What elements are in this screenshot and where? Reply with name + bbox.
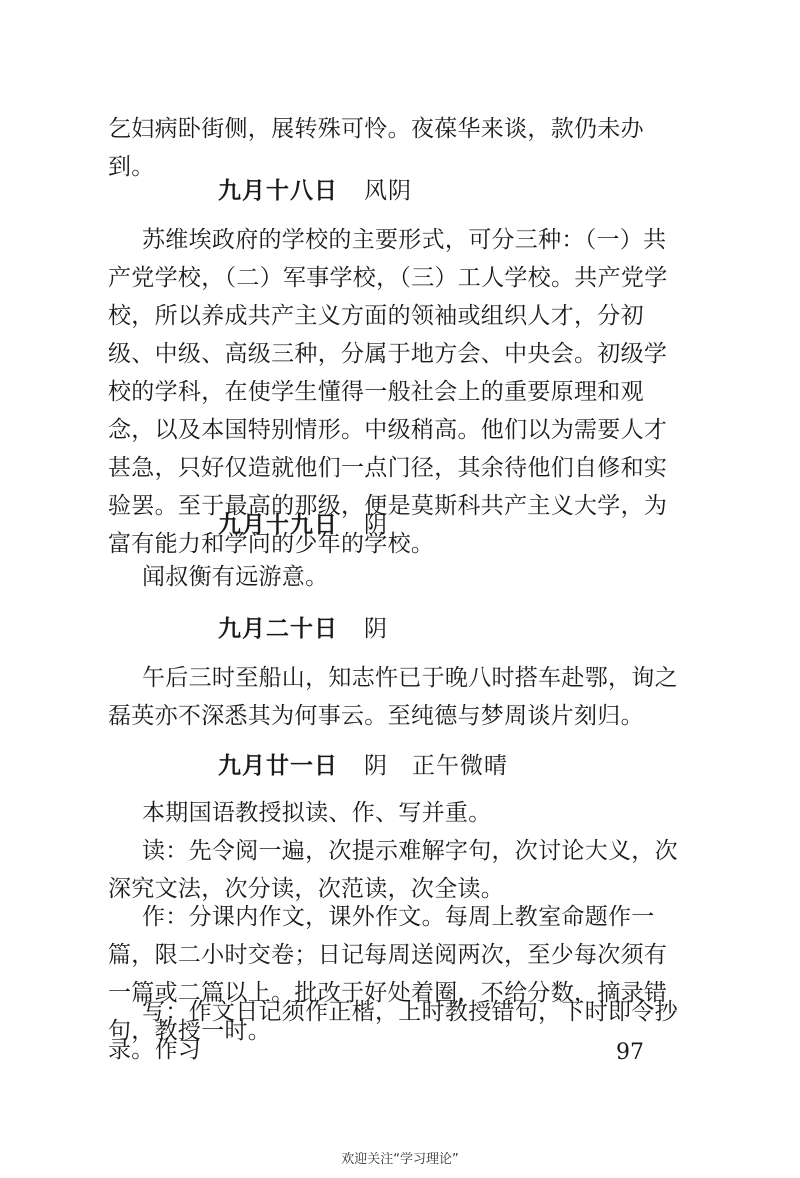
entry-weather: 阴	[364, 616, 388, 642]
paragraph-guoyu-plan: 本期国语教授拟读、作、写并重。	[142, 800, 492, 826]
diary-entry-heading	[218, 751, 508, 781]
entry-date: 九月廿一日	[218, 753, 338, 779]
diary-entry-heading	[218, 176, 412, 206]
paragraph-writing-composition: 作：分课内作文，课外作文。每周上教室命题作一篇，限二小时交卷；日记每周送阅两次，至少每次须有一篇或二篇以上。批改于好处着圈，不给分数，摘录错句，教授一时。	[108, 904, 668, 1044]
paragraph-reading: 读：先令阅一遍，次提示难解字句，次讨论大义，次深究文法，次分读，次范读，次全读。	[108, 838, 678, 902]
paragraph-continued: 乞妇病卧街侧，展转殊可怜。夜葆华来谈，款仍未办到。	[108, 116, 644, 180]
paragraph-shuheng: 闻叔衡有远游意。	[142, 564, 329, 590]
entry-date: 九月十九日	[218, 512, 338, 538]
paragraph-soviet-schools: 苏维埃政府的学校的主要形式，可分三种：（一）共产党学校，（二）军事学校，（三）工人学校。共产党学校，所以养成共产主义方面的领袖或组织人才，分初级、中级、高级三种，分属于地方会、中央会。初级学校的学科，在使学生懂得一般社会上的重要原理和观念，以及本国特别情形。中级稍高。他们以为需要人才甚急，只好仅造就他们一点门径，其余待他们自修和实验罢。至于最高的那级，便是莫斯科共产主义大学，为富有能力和学问的少年的学校。	[108, 227, 668, 557]
footer-note: 欢迎关注“学习理论”	[341, 1152, 459, 1167]
entry-weather: 风阴	[364, 178, 412, 204]
diary-entry-heading	[218, 510, 388, 540]
diary-entry-heading	[218, 614, 388, 644]
page-number: 97	[616, 1040, 644, 1065]
entry-weather: 阴 正午微晴	[364, 753, 508, 779]
paragraph-handwriting: 写：作文日记须作正楷，上时教授错句，下时即令抄录。作习	[108, 999, 678, 1063]
paragraph-chuanshan: 午后三时至船山，知志忤已于晚八时搭车赴鄂，询之磊英亦不深悉其为何事云。至纯德与梦周谈片刻归。	[108, 665, 678, 729]
entry-date: 九月十八日	[218, 178, 338, 204]
entry-date: 九月二十日	[218, 616, 338, 642]
entry-weather: 阴	[364, 512, 388, 538]
